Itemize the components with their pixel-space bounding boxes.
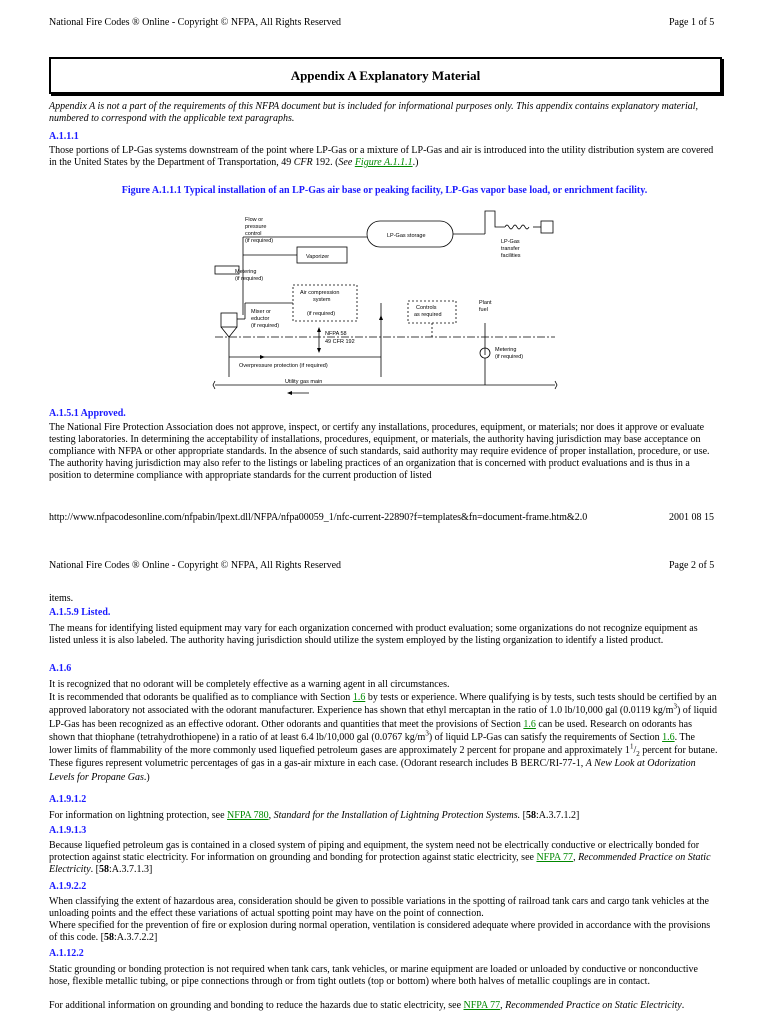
section-1-6-link[interactable]: 1.6 xyxy=(523,718,536,730)
label-metering2-1: Metering xyxy=(495,347,517,353)
label-transfer-3: facilities xyxy=(501,253,521,259)
label-flow-1: Flow or xyxy=(245,217,264,223)
section-text-a111: Those portions of LP-Gas systems downstream of the point where LP-Gas or a mixture of LP-Gas and air is introduced into the utility distribution system are covered in the United States by the Department of Transportation, 49 CFR 192. (See Figure A.1.1.1.) xyxy=(49,145,714,168)
page1-header-left: National Fire Codes ® Online - Copyright © NFPA, All Rights Reserved xyxy=(49,17,342,28)
label-overpressure: Overpressure protection (if required) xyxy=(239,363,328,369)
section-heading-a1912: A.1.9.1.2 xyxy=(49,794,87,805)
lpgas-installation-diagram xyxy=(205,205,565,400)
section-text-a1922-p1: When classifying the extent of hazardous area, consideration should be given to possible variations in the spotting of railroad tank cars and cargo tank vehicles at the unloading points and the effect these variations of actual spotting point may have on the point of connection. xyxy=(49,896,709,919)
section-text-a159: The means for identifying listed equipment may vary for each organization concerned with product evaluation; some organizations do not recognize equipment as listed unless it is also labeled. The authority having jurisdiction should utilize the system employed by the listing organization to identify a listed product. xyxy=(49,623,698,646)
appendix-intro: Appendix A is not a part of the requirements of this NFPA document but is included for informational purposes only. This appendix contains explanatory material, numbered to correspond with the applicable text paragraphs. xyxy=(49,101,699,124)
label-flow-3: control xyxy=(245,231,262,237)
label-vaporizer: Vaporizer xyxy=(306,254,330,260)
label-plant-2: fuel xyxy=(479,307,488,313)
page2-header-right: Page 2 of 5 xyxy=(669,560,715,571)
section-heading-a1922: A.1.9.2.2 xyxy=(49,881,87,892)
label-storage: LP-Gas storage xyxy=(387,233,426,239)
mixer-box xyxy=(221,313,237,327)
nfpa-77-link[interactable]: NFPA 77 xyxy=(463,1000,501,1011)
footer-date: 2001 08 15 xyxy=(669,512,714,523)
label-nfpa58: NFPA 58 xyxy=(325,331,347,337)
label-mixer-2: eductor xyxy=(251,316,270,322)
label-transfer-2: transfer xyxy=(501,246,520,252)
label-controls-1: Controls xyxy=(416,305,437,311)
figure-caption: Figure A.1.1.1 Typical installation of an LP-Gas air base or peaking facility, LP-Gas vapor base load, or enrichment facility. xyxy=(121,185,648,196)
section-text-a1912: For information on lightning protection, see NFPA 780, Standard for the Installation of Lightning Protection Systems. [58:A.3.7.1.2] xyxy=(49,810,580,821)
section-text-a1913: Because liquefied petroleum gas is contained in a closed system of piping and equipment, the system need not be electrically conductive or electrically bonded for protection against static electricity. For information on grounding and bonding for protection against static electricity, see NFPA 77, Recommended Practice on Static Electricity. [58:A.3.7.1.3] xyxy=(49,840,711,875)
label-aircomp-2: system xyxy=(313,297,331,303)
section-text-a1922-p2: Where specified for the prevention of fire or explosion during normal operation, ventilation is considered adequate where provided in accordance with the provisions of this code. [58:A.3.7.2.2] xyxy=(49,920,711,943)
section-text-a16-p2: It is recommended that odorants be qualified as to compliance with Section 1.6 by tests or experience. Where qualifying is by tests, such tests should be certified by an approved laboratory not associated with the odorant manufacturer. Experience has shown that ethyl mercaptan in the ratio of 1.0 lb/10,000 gal (0.0119 $kg/m^3$) of liquid LP-Gas has been recognized as an effective odorant. Other odorants and quantities that meet the provisions of Section 1.6 can be used. Research on odorants has shown that thiophane (tetrahydrothiopene) in a ratio of at least 6.4 lb/10,000 gal (0.0767 $kg/m^3$) of liquid LP-Gas can satisfy the requirements of Section 1.6. The lower limits of flammability of the more commonly used liquefied petroleum gases are approximately 2 percent for propane and approximately $1^1/_2$ percent for butane. These figures represent volumetric percentages of gas in a gas-air mixture in each case. (Odorant research includes B BERC/RI-77-1, A New Look at Odorization Levels for Propane Gas.) xyxy=(49,692,718,783)
page2-header-left: National Fire Codes ® Online - Copyright © NFPA, All Rights Reserved xyxy=(49,560,342,571)
section-heading-a111: A.1.1.1 xyxy=(49,131,79,142)
page-title: Appendix A Explanatory Material xyxy=(290,67,481,83)
label-flow-4: (if required) xyxy=(245,238,274,244)
label-controls-2: as required xyxy=(414,312,442,318)
label-flow-2: pressure xyxy=(245,224,267,230)
section-1-6-link[interactable]: 1.6 xyxy=(352,692,366,703)
nfpa-780-link[interactable]: NFPA 780 xyxy=(227,810,269,821)
page1-header-right: Page 1 of 5 xyxy=(669,17,715,28)
section-text-a1122-p2: For additional information on grounding and bonding to reduce the hazards due to static electricity, see NFPA 77, Recommended Practice on Static Electricity. xyxy=(49,1000,685,1011)
nfpa-77-link[interactable]: NFPA 77 xyxy=(536,852,574,863)
section-text-a1122-p1: Static grounding or bonding protection is not required when tank cars, tank vehicles, or marine equipment are loaded or unloaded by conductive or nonconductive hose, flexible metallic tubing, or pipe connections through or from tight outlets (top or bottom) where both halves of metallic couplings are in contact. xyxy=(49,964,698,987)
label-aircomp-3: (if required) xyxy=(307,311,336,317)
label-metering-2: (if required) xyxy=(235,276,264,282)
label-metering2-2: (if required) xyxy=(495,354,524,360)
items-continuation: items. xyxy=(49,593,74,604)
label-plant-1: Plant xyxy=(479,300,492,306)
label-aircomp-1: Air compression xyxy=(300,290,340,296)
label-metering-1: Metering xyxy=(235,269,257,275)
section-heading-a159: A.1.5.9 Listed. xyxy=(49,607,111,618)
transfer-facility-box xyxy=(541,221,553,233)
label-cfr192: 49 CFR 192 xyxy=(325,339,355,345)
section-heading-a151: A.1.5.1 Approved. xyxy=(49,408,126,419)
label-utility: Utility gas main xyxy=(285,379,323,385)
figure-a111-link[interactable]: Figure A.1.1.1 xyxy=(354,157,413,168)
section-1-6-link[interactable]: 1.6 xyxy=(662,731,675,743)
section-heading-a1913: A.1.9.1.3 xyxy=(49,825,87,836)
label-mixer-3: (if required) xyxy=(251,323,280,329)
section-text-a151: The National Fire Protection Association does not approve, inspect, or certify any installations, procedures, equipment, or materials; nor does it approve or evaluate testing laboratories. In determining the acceptability of installations, procedures, equipment, or materials, the authority having jurisdiction may base acceptance on compliance with NFPA or other appropriate standards. In the absence of such standards, said authority may require evidence of proper installation, procedure, or use. The authority having jurisdiction may also refer to the listings or labeling practices of an organization that is concerned with product evaluations and is thus in a position to determine compliance with appropriate standards for the current production of listed xyxy=(49,422,710,481)
section-heading-a16: A.1.6 xyxy=(49,663,72,674)
label-transfer-1: LP-Gas xyxy=(501,239,520,245)
section-text-a16-p1: It is recognized that no odorant will be completely effective as a warning agent in all circumstances. xyxy=(49,679,450,690)
footer-url: http://www.nfpacodesonline.com/nfpabin/lpext.dll/NFPA/nfpa00059_1/nfc-current-22890?f=templates&fn=document-frame.htm&2.0 xyxy=(49,512,588,523)
label-mixer-1: Mixer or xyxy=(251,309,271,315)
section-heading-a1122: A.1.12.2 xyxy=(49,948,84,959)
appendix-title-box xyxy=(49,57,722,94)
